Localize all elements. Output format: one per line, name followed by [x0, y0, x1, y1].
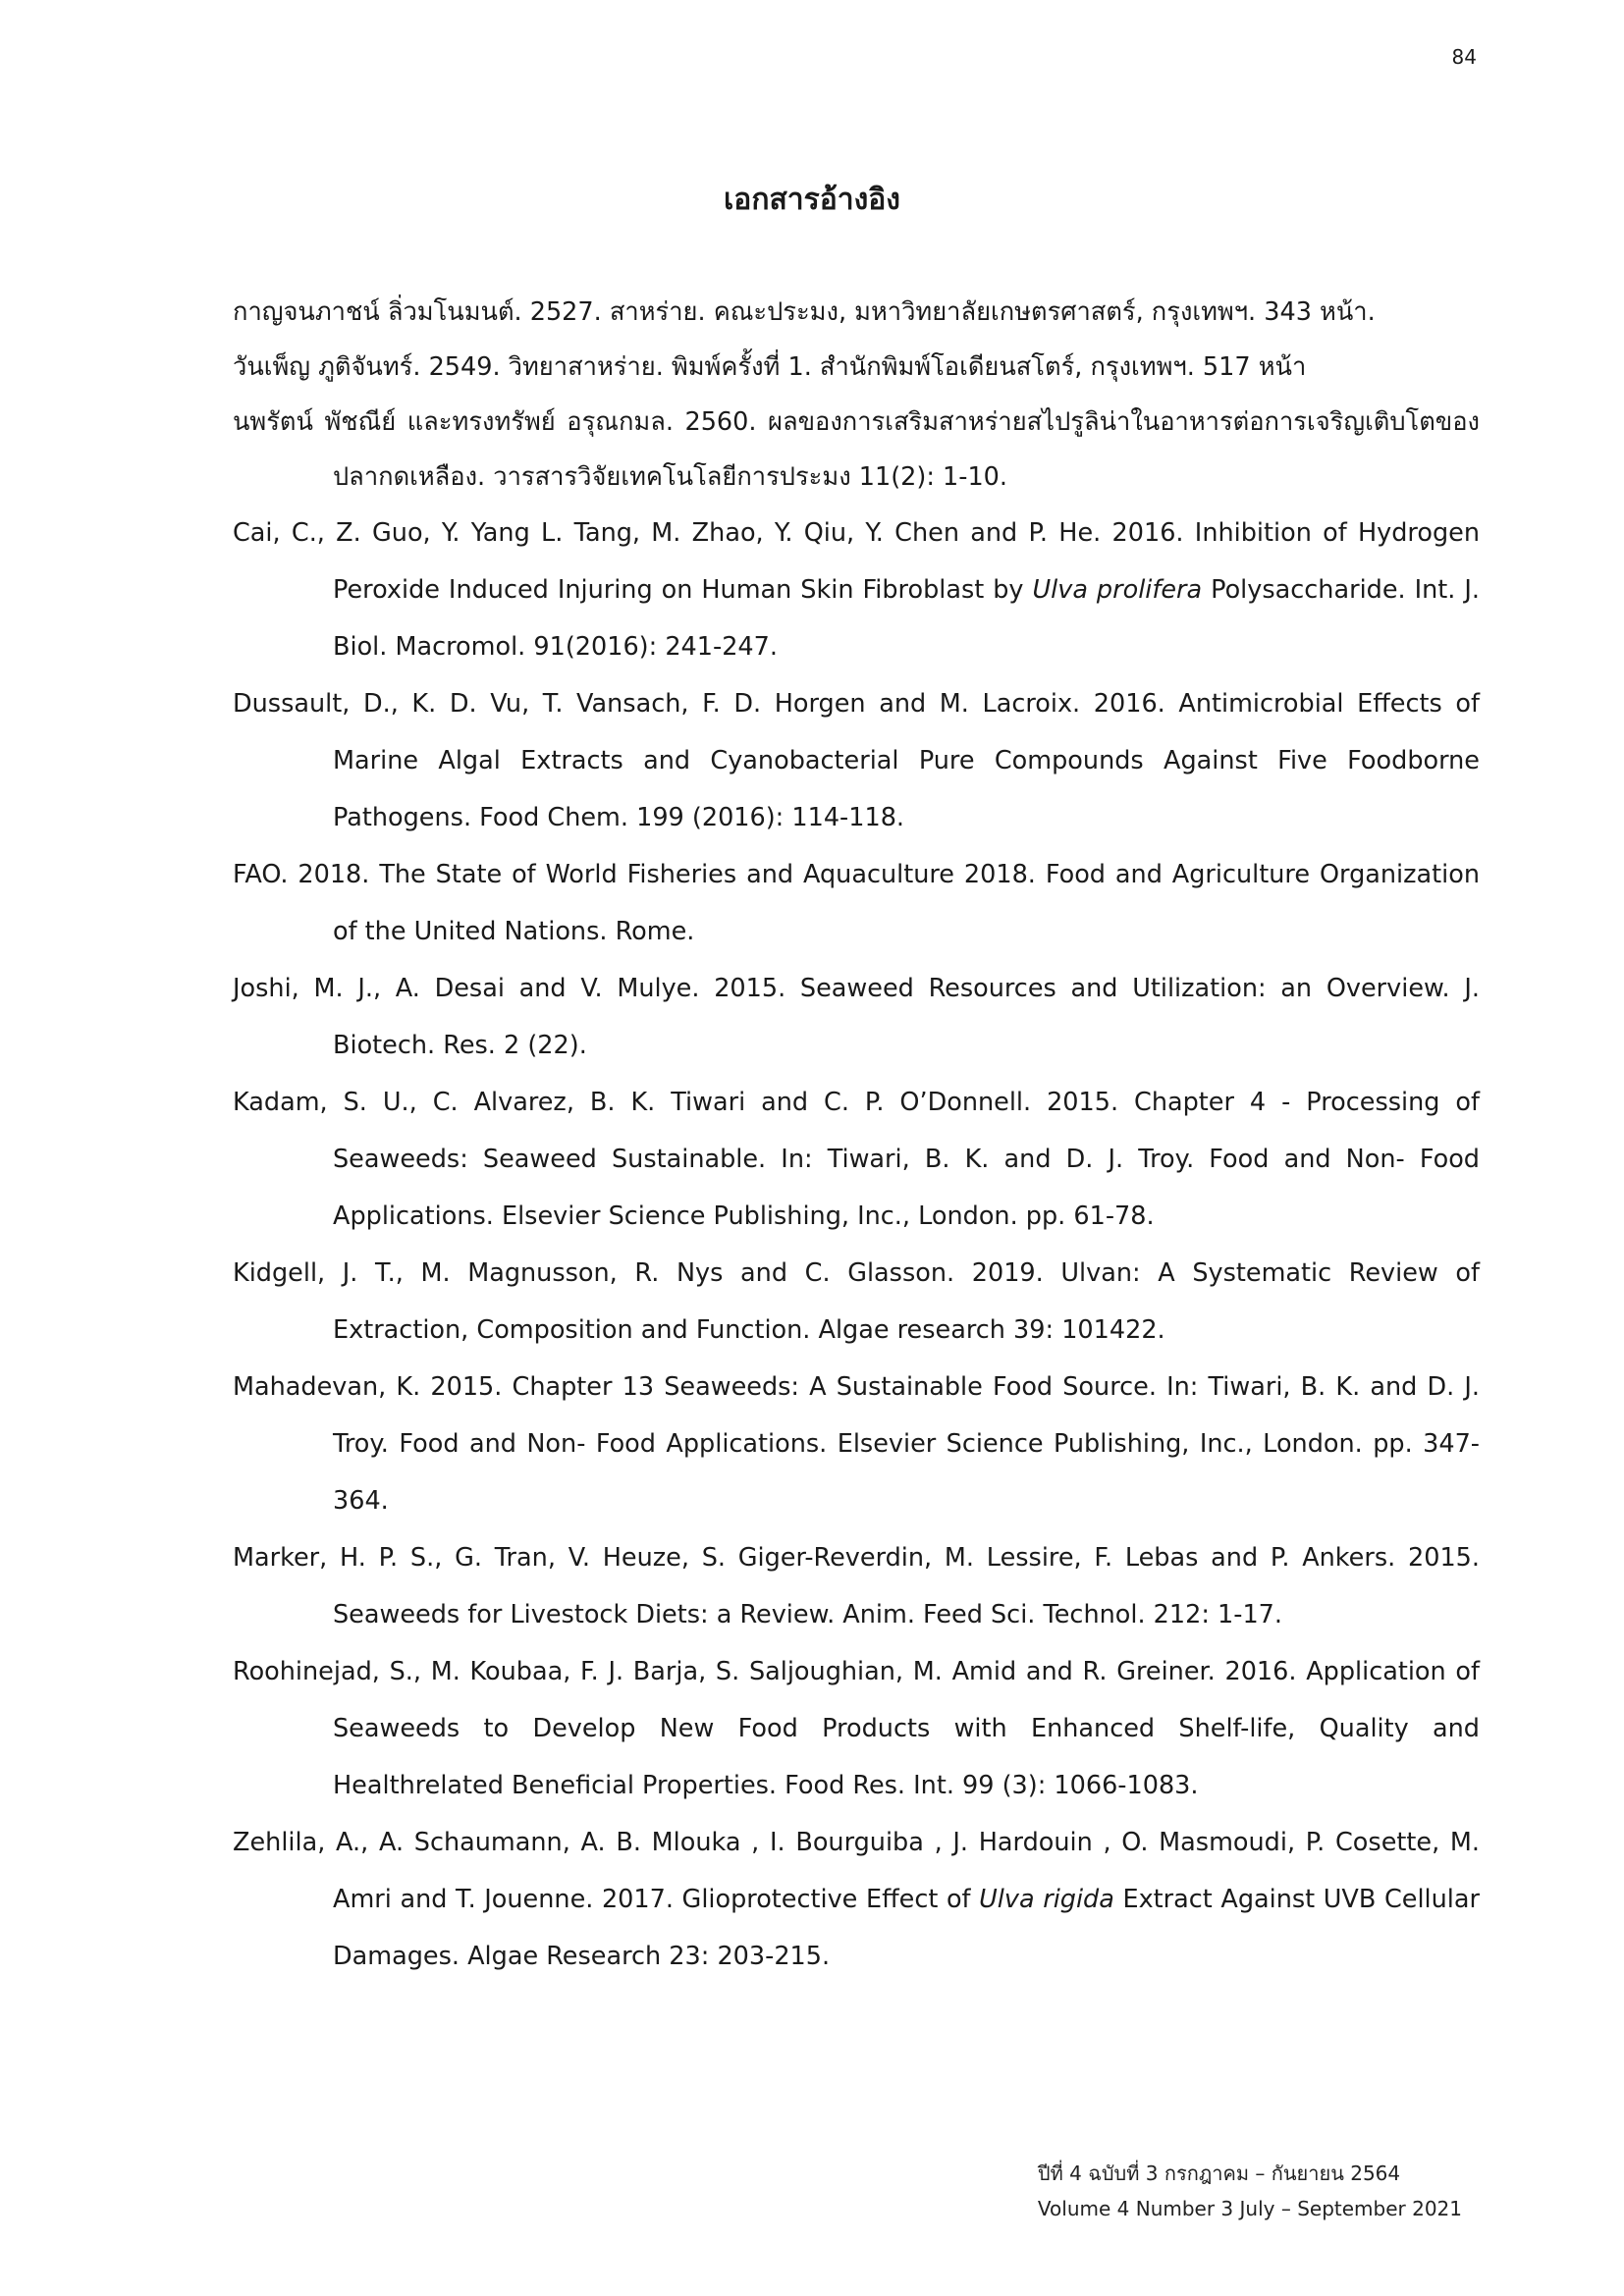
reference-item — [233, 1529, 1480, 1643]
reference-item — [233, 846, 1480, 960]
footer-thai-issue: ปีที่ 4 ฉบับที่ 3 กรกฎาคม – กันยายน 2564 — [1037, 2162, 1401, 2185]
reference-item — [233, 505, 1480, 675]
footer-english-issue: Volume 4 Number 3 July – September 2021 — [1037, 2197, 1462, 2220]
reference-text: Kidgell, J. T., M. Magnusson, R. Nys and C. Glasson. 2019. Ulvan: A Systematic Review of Extraction, Composition and Function. Algae research 39: 101422. — [233, 1258, 1480, 1345]
reference-item — [233, 340, 1480, 395]
reference-text: Mahadevan, K. 2015. Chapter 13 Seaweeds: A Sustainable Food Source. In: Tiwari, B. K. and D. J. Troy. Food and Non- Food Applications. Elsevier Science Publishing, Inc., London. pp. 347-364. — [233, 1372, 1480, 1516]
page-number: 84 — [1451, 45, 1477, 69]
reference-text: FAO. 2018. The State of World Fisheries and Aquaculture 2018. Food and Agriculture Organization of the United Nations. Rome. — [233, 860, 1480, 946]
reference-item — [233, 1359, 1480, 1529]
reference-item — [233, 1074, 1480, 1245]
journal-footer — [1038, 2156, 1462, 2226]
species-name: Ulva rigida — [979, 1885, 1114, 1914]
reference-text: Dussault, D., K. D. Vu, T. Vansach, F. D. Horgen and M. Lacroix. 2016. Antimicrobial Effects of Marine Algal Extracts and Cyanobacterial Pure Compounds Against Five Foodborne Pathogens. Food Chem. 199 (2016): 114-118. — [233, 689, 1480, 832]
reference-text: Kadam, S. U., C. Alvarez, B. K. Tiwari and C. P. O’Donnell. 2015. Chapter 4 - Processing of Seaweeds: Seaweed Sustainable. In: Tiwari, B. K. and D. J. Troy. Food and Non- Food Applications. Elsevier Science Publishing, Inc., London. pp. 61-78. — [233, 1088, 1480, 1231]
reference-text-start: Cai, C., Z. Guo, Y. Yang L. Tang, M. Zhao, Y. Qiu, Y. Chen and P. He. 2016. Inhibition of Hydrogen Peroxide Induced Injuring on Human Skin Fibroblast by — [233, 518, 1480, 605]
reference-item — [233, 960, 1480, 1074]
reference-list — [233, 285, 1480, 1985]
reference-item — [233, 395, 1480, 505]
reference-item — [233, 285, 1480, 340]
reference-text-start: Zehlila, A., A. Schaumann, A. B. Mlouka , I. Bourguiba , J. Hardouin , O. Masmoudi, P. Cosette, M. Amri and T. Jouenne. 2017. Glioprotective Effect of — [233, 1828, 1480, 1914]
reference-item — [233, 1814, 1480, 1985]
reference-item — [233, 1245, 1480, 1359]
reference-text-end: Extract Against UVB Cellular Damages. Algae Research 23: 203-215. — [333, 1885, 1480, 1971]
reference-text: Joshi, M. J., A. Desai and V. Mulye. 2015. Seaweed Resources and Utilization: an Overview. J. Biotech. Res. 2 (22). — [233, 974, 1480, 1060]
reference-text: กาญจนภาชน์ ลิ่วมโนมนต์. 2527. สาหร่าย. คณะประมง, มหาวิทยาลัยเกษตรศาสตร์, กรุงเทพฯ. 343 หน้า. — [233, 297, 1376, 327]
reference-text: วันเพ็ญ ภูติจันทร์. 2549. วิทยาสาหร่าย. พิมพ์ครั้งที่ 1. สำนักพิมพ์โอเดียนสโตร์, กรุงเทพฯ. 517 หน้า — [233, 352, 1307, 382]
reference-item — [233, 1643, 1480, 1814]
species-name: Ulva prolifera — [1032, 575, 1203, 605]
reference-text-end: Polysaccharide. Int. J. Biol. Macromol. 91(2016): 241-247. — [333, 575, 1480, 662]
page-title: เอกสารอ้างอิง — [724, 183, 900, 217]
reference-text: Roohinejad, S., M. Koubaa, F. J. Barja, S. Saljoughian, M. Amid and R. Greiner. 2016. Application of Seaweeds to Develop New Food Products with Enhanced Shelf-life, Quality and Healthrelated Beneficial Properties. Food Res. Int. 99 (3): 1066-1083. — [233, 1657, 1480, 1800]
reference-item — [233, 675, 1480, 846]
reference-text: นพรัตน์ พัชณีย์ และทรงทรัพย์ อรุณกมล. 2560. ผลของการเสริมสาหร่ายสไปรูลิน่าในอาหารต่อการเจริญเติบโตของปลากดเหลือง. วารสารวิจัยเทคโนโลยีการประมง 11(2): 1-10. — [233, 407, 1480, 492]
reference-text: Marker, H. P. S., G. Tran, V. Heuze, S. Giger-Reverdin, M. Lessire, F. Lebas and P. Ankers. 2015. Seaweeds for Livestock Diets: a Review. Anim. Feed Sci. Technol. 212: 1-17. — [233, 1543, 1480, 1629]
